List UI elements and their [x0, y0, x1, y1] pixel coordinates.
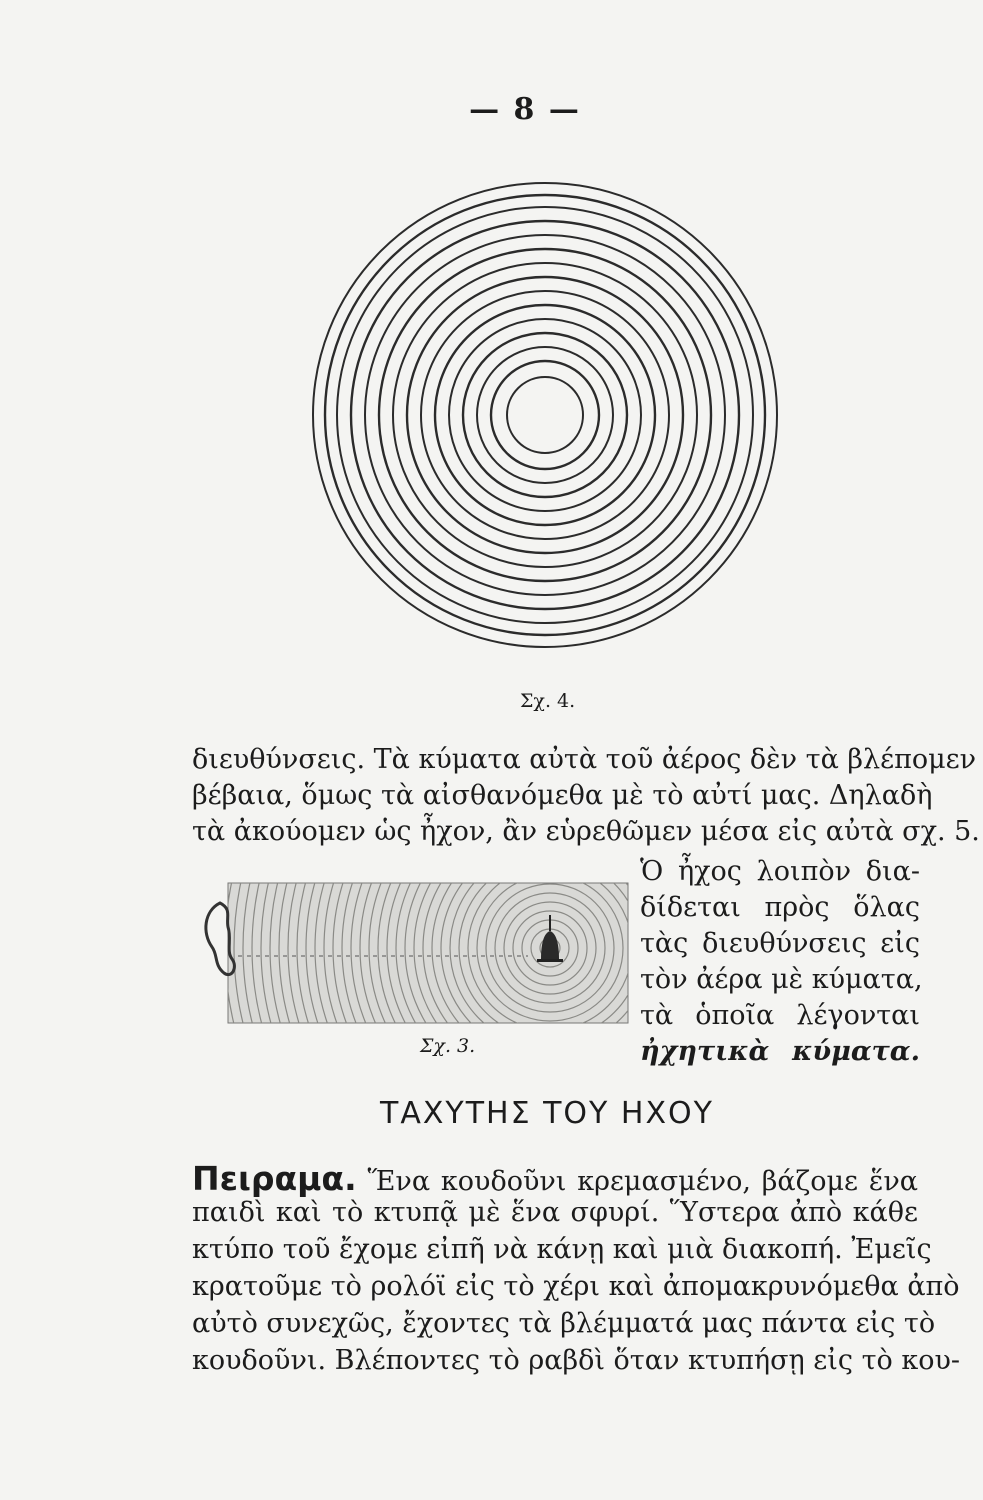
bell-sound-waves-figure — [198, 863, 633, 1033]
paragraph-2-line-1-rest: Ἕνα κουδοῦνι κρεμασμένο, βάζομε ἕνα — [367, 1166, 918, 1197]
paragraph-2-line-2: παιδὶ καὶ τὸ κτυπᾷ μὲ ἕνα σφυρί. Ὕστερα ἀπὸ κάθε — [192, 1197, 918, 1228]
paragraph-2-line-4: κρατοῦμε τὸ ρολόϊ εἰς τὸ χέρι καὶ ἀπομακρυνόμεθα ἀπὸ — [192, 1271, 960, 1302]
wave-ring — [477, 347, 613, 483]
paragraph-1-line-3: τὰ ἀκούομεν ὡς ἦχον, ἂν εὑρεθῶμεν μέσα εἰς αὐτὰ σχ. 5. — [192, 816, 980, 847]
wave-ring — [313, 183, 777, 647]
figure-3-caption: Σχ. 3. — [420, 1035, 476, 1057]
side-text-line-3: τὰς διευθύνσεις εἰς — [640, 928, 920, 959]
paragraph-2-line-6: κουδοῦνι. Βλέποντες τὸ ραβδὶ ὅταν κτυπήσῃ εἰς τὸ κου- — [192, 1345, 961, 1376]
side-text-line-5: τὰ ὁποῖα λέγονται — [640, 1000, 920, 1031]
wave-ring — [421, 291, 669, 539]
side-text-line-1: Ὁ ἦχος λοιπὸν δια- — [640, 856, 920, 887]
section-heading: ΤΑΧΥΤΗΣ ΤΟΥ ΗΧΟΥ — [380, 1096, 714, 1131]
side-text-last-line: ἠχητικὰ κύματα. — [640, 1036, 920, 1067]
page-number: — 8 — — [469, 92, 581, 127]
wave-ring — [365, 235, 725, 595]
paragraph-2-line-1 — [192, 1159, 918, 1198]
paragraph-2-line-5: αὐτὸ συνεχῶς, ἔχοντες τὰ βλέμματά μας πάντα εἰς τὸ — [192, 1308, 936, 1339]
side-text-line-4: τὸν ἀέρα μὲ κύματα, — [640, 964, 923, 995]
wave-ring — [507, 377, 583, 453]
paragraph-1-line-1: διευθύνσεις. Τὰ κύματα αὐτὰ τοῦ ἀέρος δὲν τὰ βλέπομεν — [192, 744, 977, 775]
experiment-lead: Πειραμα. — [192, 1159, 357, 1198]
wave-ring — [379, 249, 711, 581]
figure-4-caption: Σχ. 4. — [520, 690, 576, 712]
wave-ring — [435, 305, 655, 525]
wave-ring — [325, 195, 765, 635]
wave-ring — [351, 221, 739, 609]
side-text-line-2: δίδεται πρὸς ὅλας — [640, 892, 920, 923]
wave-ring — [337, 207, 753, 623]
concentric-circles-figure — [310, 170, 780, 660]
paragraph-1-line-2: βέβαια, ὅμως τὰ αἰσθανόμεθα μὲ τὸ αὐτί μας. Δηλαδὴ — [192, 780, 933, 811]
paragraph-2-line-3: κτύπο τοῦ ἔχομε εἰπῆ νὰ κάνῃ καὶ μιὰ διακοπή. Ἐμεῖς — [192, 1234, 932, 1265]
wave-ring — [463, 333, 627, 497]
wave-ring — [393, 263, 697, 567]
